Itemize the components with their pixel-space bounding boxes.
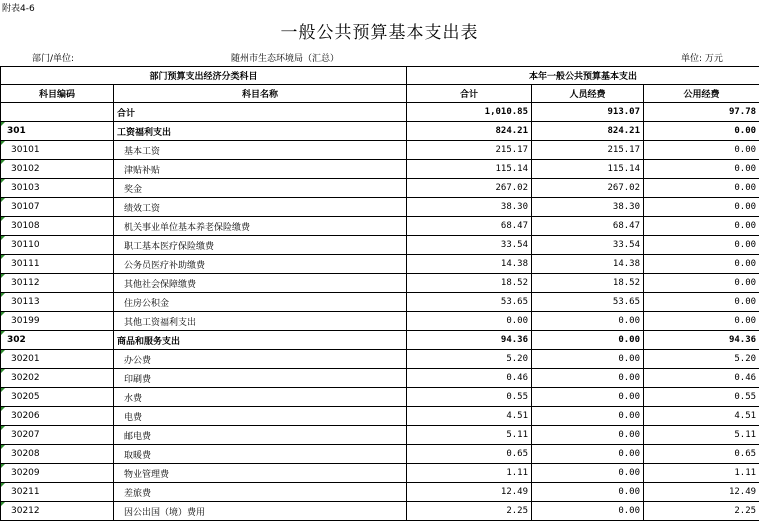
total-name-cell: 合计 [114,103,407,122]
col-header-total: 合计 [407,85,532,103]
table-row [1,426,759,445]
public-cell: 12.49 [644,483,759,502]
code-cell [1,483,114,502]
cell-marker-icon [1,255,5,259]
table-row [1,369,759,388]
code-cell [1,236,114,255]
table-row [1,483,759,502]
name-cell: 基本工资 [114,141,407,160]
total-cell: 5.20 [407,350,532,369]
code-text: 30211 [11,487,40,497]
cell-marker-icon [1,331,5,335]
total-cell: 215.17 [407,141,532,160]
name-cell: 邮电费 [114,426,407,445]
personnel-cell: 0.00 [532,483,644,502]
total-cell: 2.25 [407,502,532,521]
public-cell: 0.00 [644,255,759,274]
cell-marker-icon [1,236,5,240]
name-cell: 差旅费 [114,483,407,502]
code-text: 30108 [11,221,40,231]
col-header-code: 科目编码 [1,85,114,103]
code-text: 30110 [11,240,40,250]
table-row [1,502,759,521]
group-header-left: 部门预算支出经济分类科目 [1,67,407,85]
code-text: 30207 [11,430,40,440]
public-cell: 0.00 [644,274,759,293]
personnel-cell: 267.02 [532,179,644,198]
total-cell: 53.65 [407,293,532,312]
code-text: 30199 [11,316,40,326]
name-cell: 商品和服务支出 [114,331,407,350]
code-text: 30206 [11,411,40,421]
total-cell: 0.65 [407,445,532,464]
total-code-cell [1,103,114,122]
cell-marker-icon [1,274,5,278]
code-text: 301 [7,126,26,136]
cell-marker-icon [1,445,5,449]
table-row [1,217,759,236]
code-text: 30113 [11,297,40,307]
public-cell: 5.20 [644,350,759,369]
table-row [1,274,759,293]
table-row [1,179,759,198]
name-cell: 水费 [114,388,407,407]
total-cell: 0.55 [407,388,532,407]
cell-marker-icon [1,312,5,316]
personnel-cell: 68.47 [532,217,644,236]
name-cell: 绩效工资 [114,198,407,217]
code-text: 30201 [11,354,40,364]
cell-marker-icon [1,198,5,202]
total-cell: 824.21 [407,122,532,141]
public-cell: 0.00 [644,141,759,160]
name-cell: 机关事业单位基本养老保险缴费 [114,217,407,236]
code-text: 30102 [11,164,40,174]
total-cell: 115.14 [407,160,532,179]
personnel-cell: 38.30 [532,198,644,217]
code-text: 30107 [11,202,40,212]
public-cell: 0.00 [644,160,759,179]
total-cell: 0.46 [407,369,532,388]
table-row [1,312,759,331]
code-cell [1,198,114,217]
public-cell: 1.11 [644,464,759,483]
name-cell: 其他社会保障缴费 [114,274,407,293]
code-cell [1,217,114,236]
personnel-cell: 0.00 [532,445,644,464]
cell-marker-icon [1,369,5,373]
code-text: 30209 [11,468,40,478]
table-row [1,293,759,312]
cell-marker-icon [1,293,5,297]
code-text: 30208 [11,449,40,459]
table-row [1,236,759,255]
total-public-cell: 97.78 [644,103,759,122]
public-cell: 0.55 [644,388,759,407]
code-cell [1,331,114,350]
total-cell: 12.49 [407,483,532,502]
total-cell: 4.51 [407,407,532,426]
total-cell: 33.54 [407,236,532,255]
cell-marker-icon [1,122,5,126]
personnel-cell: 0.00 [532,464,644,483]
table-row [1,350,759,369]
total-cell: 0.00 [407,312,532,331]
name-cell: 奖金 [114,179,407,198]
code-cell [1,293,114,312]
col-header-personnel: 人员经费 [532,85,644,103]
table-row [1,255,759,274]
public-cell: 4.51 [644,407,759,426]
code-text: 30103 [11,183,40,193]
code-cell [1,407,114,426]
personnel-cell: 0.00 [532,312,644,331]
cell-marker-icon [1,350,5,354]
public-cell: 5.11 [644,426,759,445]
total-cell: 5.11 [407,426,532,445]
code-text: 302 [7,335,26,345]
unit-label: 单位: 万元 [681,54,723,64]
personnel-cell: 18.52 [532,274,644,293]
code-cell [1,312,114,331]
table-row [1,464,759,483]
code-cell [1,274,114,293]
public-cell: 0.00 [644,198,759,217]
table-row [1,331,759,350]
code-cell [1,388,114,407]
personnel-cell: 215.17 [532,141,644,160]
table-row [1,141,759,160]
dept-value: 随州市生态环境局（汇总） [231,54,340,64]
public-cell: 2.25 [644,502,759,521]
public-cell: 0.65 [644,445,759,464]
code-cell [1,464,114,483]
total-personnel-cell: 913.07 [532,103,644,122]
cell-marker-icon [1,502,5,506]
name-cell: 办公费 [114,350,407,369]
code-cell [1,369,114,388]
personnel-cell: 53.65 [532,293,644,312]
public-cell: 94.36 [644,331,759,350]
total-row [1,103,759,122]
name-cell: 印刷费 [114,369,407,388]
name-cell: 电费 [114,407,407,426]
cell-marker-icon [1,388,5,392]
cell-marker-icon [1,217,5,221]
public-cell: 0.00 [644,236,759,255]
page-title: 一般公共预算基本支出表 [280,23,479,43]
public-cell: 0.00 [644,293,759,312]
personnel-cell: 0.00 [532,388,644,407]
personnel-cell: 14.38 [532,255,644,274]
code-cell [1,179,114,198]
total-cell: 267.02 [407,179,532,198]
cell-marker-icon [1,426,5,430]
total-cell: 38.30 [407,198,532,217]
total-amount-cell: 1,010.85 [407,103,532,122]
personnel-cell: 0.00 [532,369,644,388]
dept-label: 部门/单位: [32,54,75,64]
code-cell [1,502,114,521]
code-cell [1,255,114,274]
total-cell: 68.47 [407,217,532,236]
public-cell: 0.00 [644,122,759,141]
public-cell: 0.00 [644,179,759,198]
personnel-cell: 115.14 [532,160,644,179]
budget-table [0,66,759,521]
col-header-name: 科目名称 [114,85,407,103]
name-cell: 物业管理费 [114,464,407,483]
table-row [1,407,759,426]
code-text: 30112 [11,278,40,288]
public-cell: 0.00 [644,312,759,331]
col-header-public: 公用经费 [644,85,759,103]
code-cell [1,141,114,160]
code-text: 30111 [11,259,40,269]
name-cell: 住房公积金 [114,293,407,312]
table-row [1,160,759,179]
total-cell: 1.11 [407,464,532,483]
personnel-cell: 0.00 [532,502,644,521]
personnel-cell: 0.00 [532,331,644,350]
cell-marker-icon [1,464,5,468]
table-row [1,445,759,464]
personnel-cell: 824.21 [532,122,644,141]
total-cell: 18.52 [407,274,532,293]
code-text: 30205 [11,392,40,402]
group-header-row [1,67,759,85]
personnel-cell: 0.00 [532,350,644,369]
name-cell: 公务员医疗补助缴费 [114,255,407,274]
code-cell [1,350,114,369]
table-row [1,198,759,217]
table-row [1,122,759,141]
code-cell [1,160,114,179]
code-text: 30212 [11,506,40,516]
cell-marker-icon [1,160,5,164]
group-header-right: 本年一般公共预算基本支出 [407,67,759,85]
attachment-number: 附表4-6 [2,4,35,14]
cell-marker-icon [1,407,5,411]
cell-marker-icon [1,483,5,487]
total-cell: 94.36 [407,331,532,350]
cell-marker-icon [1,179,5,183]
code-text: 30202 [11,373,40,383]
name-cell: 津贴补贴 [114,160,407,179]
code-cell [1,426,114,445]
personnel-cell: 0.00 [532,407,644,426]
public-cell: 0.00 [644,217,759,236]
table-row [1,388,759,407]
code-text: 30101 [11,145,40,155]
name-cell: 因公出国（境）费用 [114,502,407,521]
column-header-row [1,85,759,103]
name-cell: 工资福利支出 [114,122,407,141]
personnel-cell: 0.00 [532,426,644,445]
cell-marker-icon [1,141,5,145]
public-cell: 0.46 [644,369,759,388]
code-cell [1,122,114,141]
personnel-cell: 33.54 [532,236,644,255]
total-cell: 14.38 [407,255,532,274]
name-cell: 取暖费 [114,445,407,464]
name-cell: 其他工资福利支出 [114,312,407,331]
name-cell: 职工基本医疗保险缴费 [114,236,407,255]
code-cell [1,445,114,464]
